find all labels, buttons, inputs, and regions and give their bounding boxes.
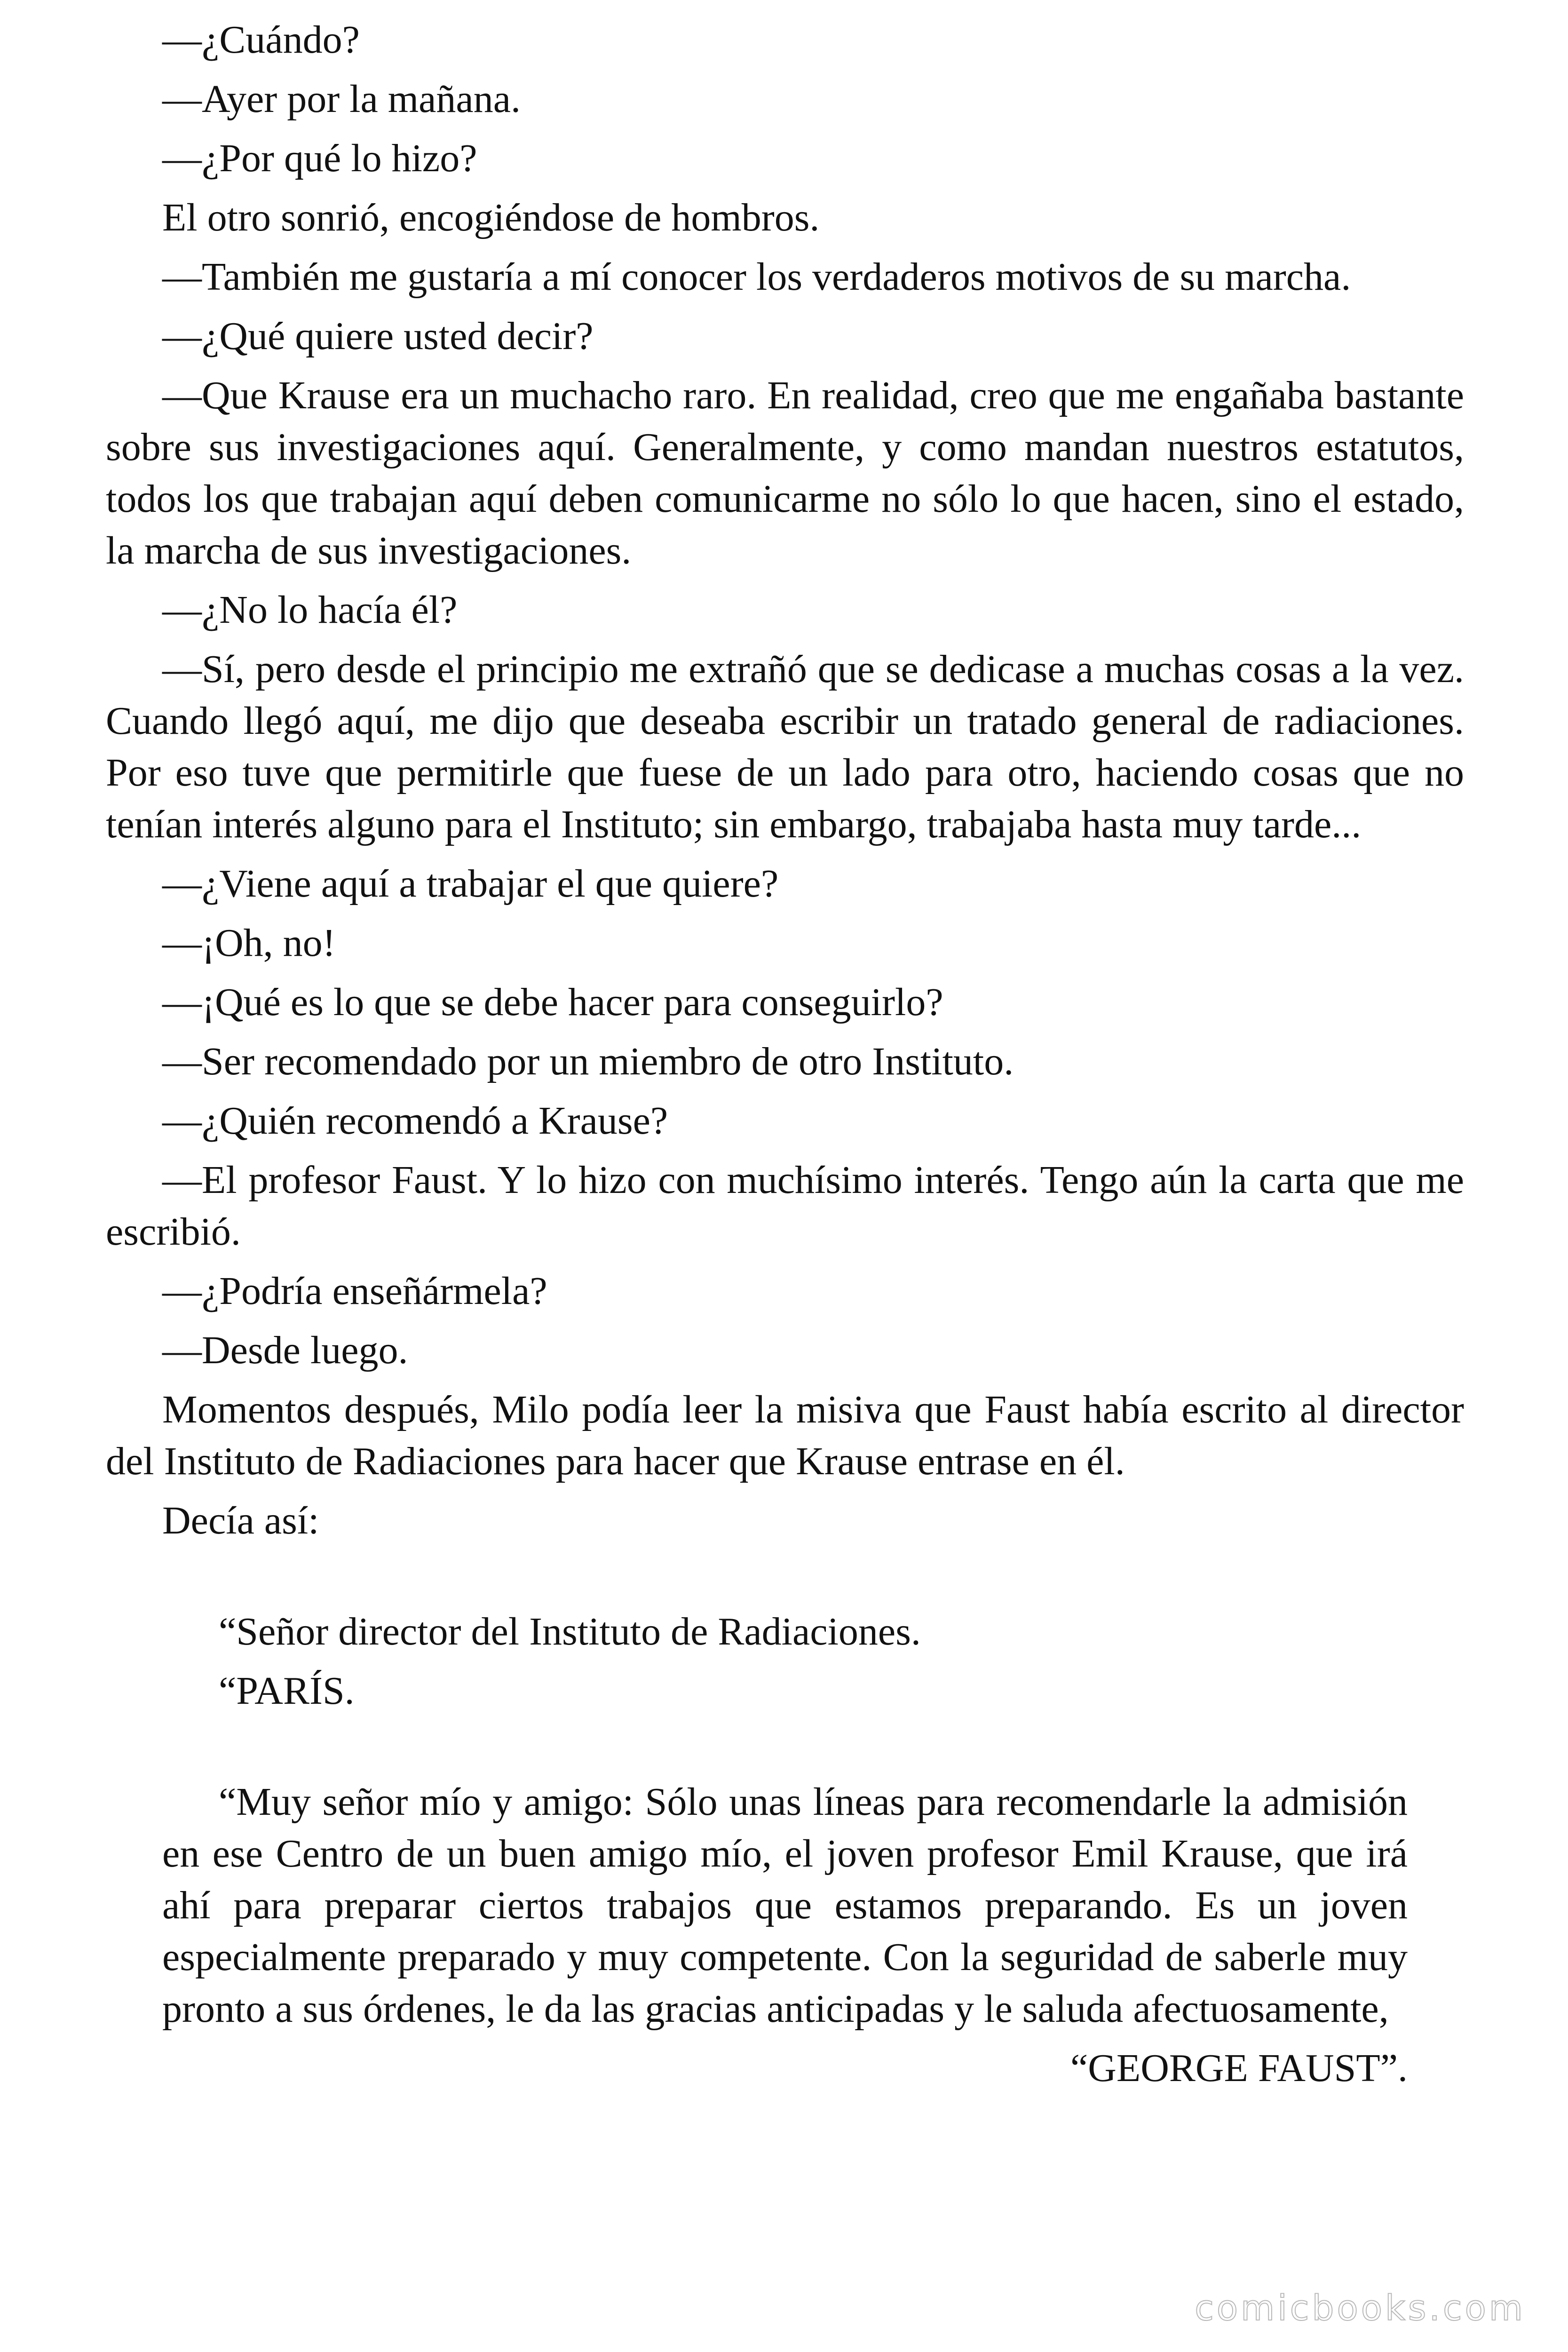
quoted-letter [162,1606,1408,2094]
paragraph: Decía así: [162,1499,319,1542]
paragraph: —Que Krause era un muchacho raro. En realidad, creo que me engañaba bastante sobre sus investigaciones aquí. Generalmente, y como mandan nuestros estatutos, todos los que trabajan aquí deben comunicarme no sólo lo que hacen, sino el estado, la marcha de sus investigaciones. [106,373,1464,572]
paragraph: —Ayer por la mañana. [162,77,521,121]
paragraph: —¿Viene aquí a trabajar el que quiere? [162,862,779,906]
paragraph: Momentos después, Milo podía leer la misiva que Faust había escrito al director del Instituto de Radiaciones para hacer que Krause entrase en él. [106,1388,1464,1483]
paragraph: —Ser recomendado por un miembro de otro Instituto. [162,1040,1014,1083]
paragraph: —¿Quién recomendó a Krause? [162,1099,668,1143]
paragraph: —¡Oh, no! [162,921,336,965]
paragraph: —¿Por qué lo hizo? [162,136,477,180]
paragraph: —¿No lo hacía él? [162,588,458,632]
paragraph: —¿Cuándo? [162,18,360,62]
paragraph: —¿Podría enseñármela? [162,1269,547,1313]
paragraph: —¿Qué quiere usted decir? [162,314,594,358]
paragraph: El otro sonrió, encogiéndose de hombros. [162,196,820,239]
paragraph: —Sí, pero desde el principio me extrañó que se dedicase a muchas cosas a la vez. Cuando llegó aquí, me dijo que deseaba escribir un tratado general de radiaciones. Por eso tuve que permitirle que fuese de un lado para otro, haciendo cosas que no tenían interés alguno para el Instituto; sin embargo, trabajaba hasta muy tarde... [106,647,1464,846]
paragraph: —También me gustaría a mí conocer los verdaderos motivos de su marcha. [162,255,1351,299]
paragraph: —¡Qué es lo que se debe hacer para conseguirlo? [162,980,943,1024]
letter-signature: “GEORGE FAUST”. [1070,2046,1408,2090]
section-gap [106,1554,1464,1606]
letter-address-line: “Señor director del Instituto de Radiaciones. [219,1610,921,1653]
paragraph: —El profesor Faust. Y lo hizo con muchísimo interés. Tengo aún la carta que me escribió. [106,1158,1464,1254]
paragraph: —Desde luego. [162,1328,408,1372]
page-text [106,14,1464,2094]
watermark-logo: comicbooks.com [1195,2288,1526,2328]
letter-gap [162,1724,1408,1776]
letter-address-line: “PARÍS. [219,1669,355,1713]
letter-body: “Muy señor mío y amigo: Sólo unas líneas para recomendarle la admisión en ese Centro de un buen amigo mío, el joven profesor Emil Krause, que irá ahí para preparar ciertos trabajos que estamos preparando. Es un joven especialmente preparado y muy competente. Con la seguridad de saberle muy pronto a sus órdenes, le da las gracias anticipadas y le saluda afectuosamente, [162,1780,1408,2031]
